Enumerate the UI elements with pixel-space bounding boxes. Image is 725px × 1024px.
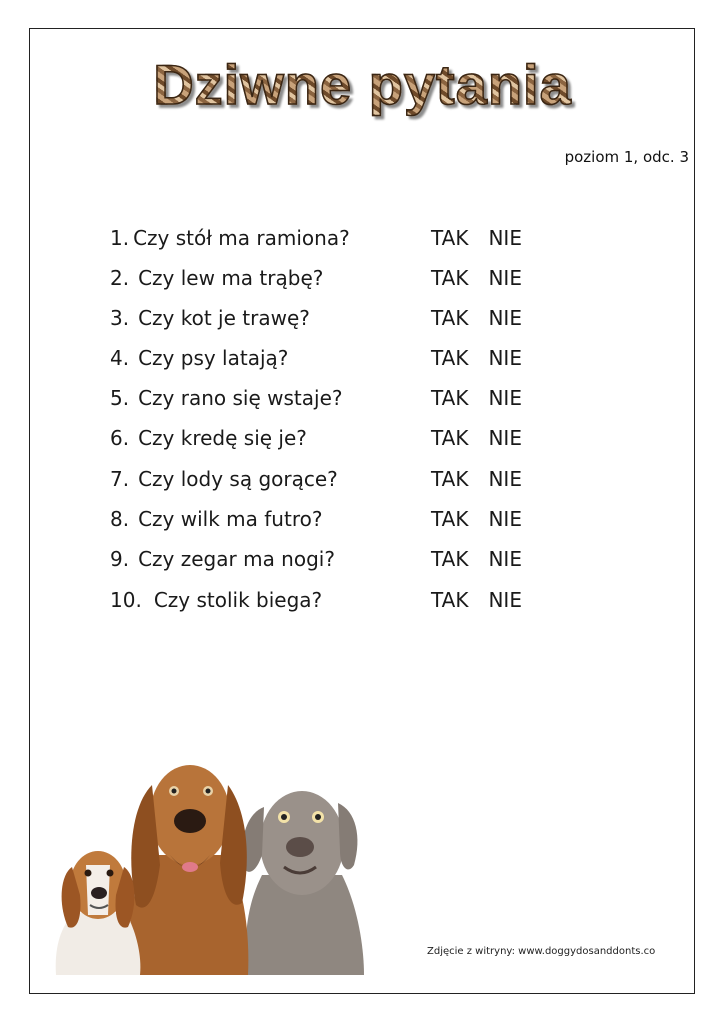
answer-no[interactable]: NIE bbox=[488, 266, 522, 290]
answer-no[interactable]: NIE bbox=[488, 386, 522, 410]
answer-row-8 bbox=[431, 504, 522, 534]
answer-no[interactable]: NIE bbox=[488, 426, 522, 450]
answer-no[interactable]: NIE bbox=[488, 226, 522, 250]
beagle-dog bbox=[56, 851, 141, 975]
question-10: 10. Czy stolik biega? bbox=[110, 588, 323, 612]
answer-no[interactable]: NIE bbox=[488, 507, 522, 531]
level-label: poziom 1, odc. 3 bbox=[564, 148, 689, 166]
answer-no[interactable]: NIE bbox=[488, 346, 522, 370]
answer-row-4 bbox=[431, 343, 522, 373]
question-8: 8. Czy wilk ma futro? bbox=[110, 507, 323, 531]
answer-row-10 bbox=[431, 585, 522, 615]
photo-credit: Zdjęcie z witryny: www.doggydosanddonts.co bbox=[427, 946, 656, 957]
answer-row-9 bbox=[431, 544, 522, 574]
question-4: 4. Czy psy latają? bbox=[110, 346, 289, 370]
answer-yes[interactable]: TAK bbox=[431, 547, 469, 571]
answer-no[interactable]: NIE bbox=[488, 467, 522, 491]
answer-yes[interactable]: TAK bbox=[431, 226, 469, 250]
question-2: 2. Czy lew ma trąbę? bbox=[110, 266, 324, 290]
answer-row-2 bbox=[431, 263, 522, 293]
question-6: 6. Czy kredę się je? bbox=[110, 426, 307, 450]
question-1: 1. Czy stół ma ramiona? bbox=[110, 226, 350, 250]
answer-yes[interactable]: TAK bbox=[431, 266, 469, 290]
answer-row-1 bbox=[431, 223, 522, 253]
answer-row-6 bbox=[431, 423, 522, 453]
weimaraner-dog bbox=[242, 791, 364, 975]
page-title: Dziwne pytania bbox=[0, 52, 725, 117]
answer-yes[interactable]: TAK bbox=[431, 467, 469, 491]
answer-yes[interactable]: TAK bbox=[431, 588, 469, 612]
answer-yes[interactable]: TAK bbox=[431, 346, 469, 370]
answer-row-5 bbox=[431, 383, 522, 413]
answer-no[interactable]: NIE bbox=[488, 588, 522, 612]
answer-no[interactable]: NIE bbox=[488, 306, 522, 330]
answer-no[interactable]: NIE bbox=[488, 547, 522, 571]
answer-row-3 bbox=[431, 303, 522, 333]
bloodhound-dog bbox=[129, 765, 248, 975]
answer-row-7 bbox=[431, 464, 522, 494]
question-3: 3. Czy kot je trawę? bbox=[110, 306, 310, 330]
answer-yes[interactable]: TAK bbox=[431, 386, 469, 410]
question-9: 9. Czy zegar ma nogi? bbox=[110, 547, 335, 571]
answer-yes[interactable]: TAK bbox=[431, 507, 469, 531]
dogs-photo bbox=[52, 755, 372, 975]
question-5: 5. Czy rano się wstaje? bbox=[110, 386, 343, 410]
answer-yes[interactable]: TAK bbox=[431, 426, 469, 450]
question-7: 7. Czy lody są gorące? bbox=[110, 467, 338, 491]
answer-yes[interactable]: TAK bbox=[431, 306, 469, 330]
